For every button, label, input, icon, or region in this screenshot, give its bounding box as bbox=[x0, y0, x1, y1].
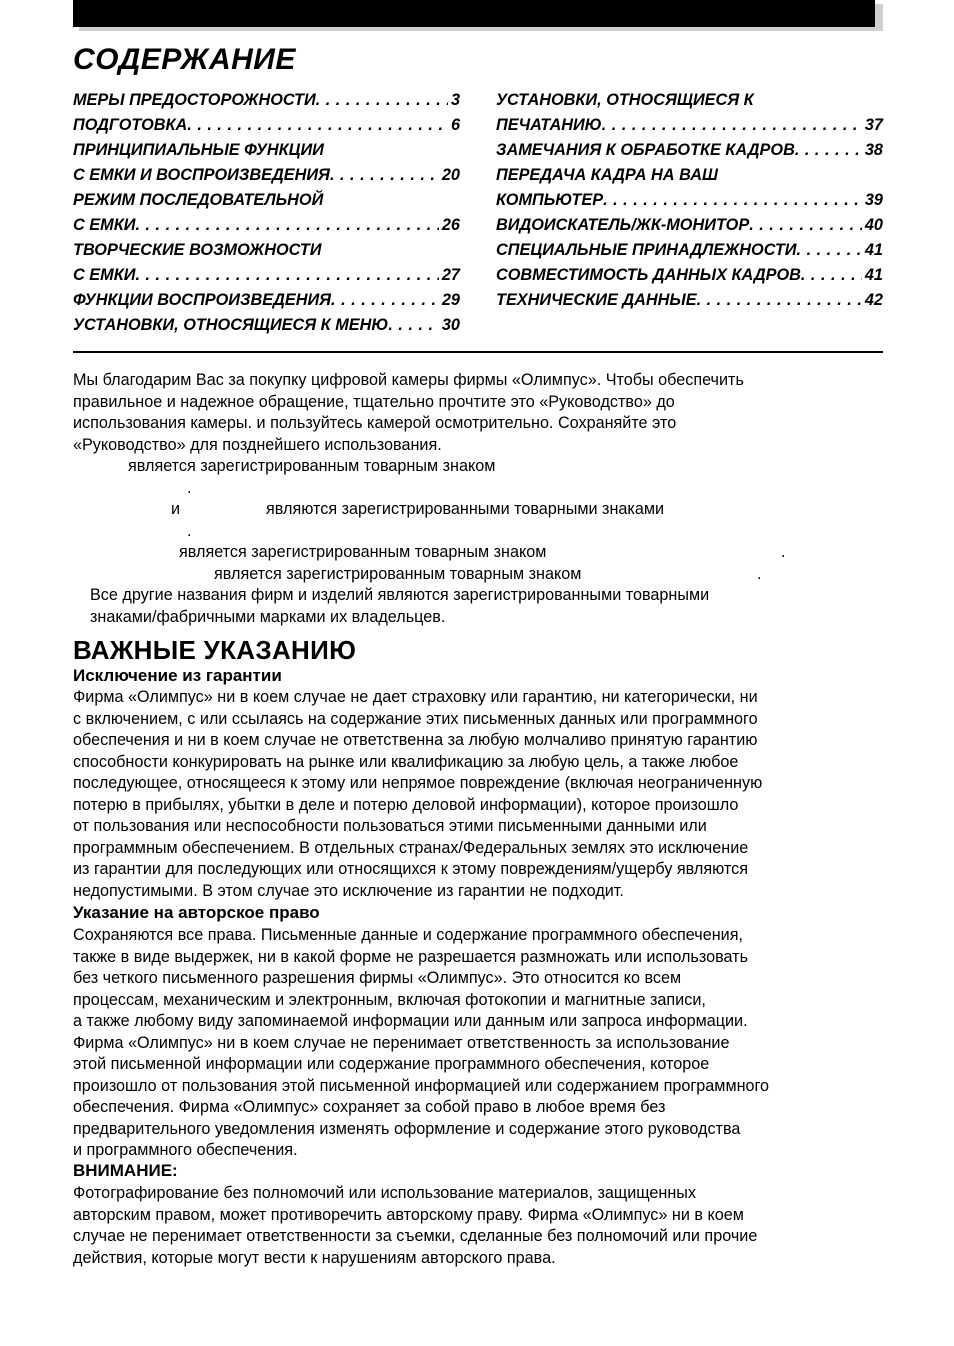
warning-paragraph: Фотографирование без полномочий или использование материалов, защищенных авторским правом, может противоречить авторскому праву. Фирма «Олимпус» ни в коем случае не перенимает ответственности за съемки, сделанные без полномочий или прочие действия, которые могут вести к нарушениям авторского права. bbox=[73, 1184, 758, 1267]
toc-entry[interactable]: С ЕМКИ И ВОСПРОИЗВЕДЕНИЯ . . . 20 bbox=[73, 163, 460, 188]
intro-paragraph: Мы благодарим Вас за покупку цифровой камеры фирмы «Олимпус». Чтобы обеспечить правильное и надежное обращение, тщательно прочтите это «Руководство» до использования камеры. и пользуйтесь камерой осмотрительно. Сохраняйте это «Руководство» для позднейшего использования. bbox=[73, 371, 744, 454]
toc-entry: ПРИНЦИПИАЛЬНЫЕ ФУНКЦИИ bbox=[73, 141, 324, 159]
trademark-line-2: являются зарегистрированными товарными знаками bbox=[266, 500, 664, 518]
trademark-line-1-end: . bbox=[187, 479, 192, 497]
toc-entry[interactable]: С ЕМКИ . . . 27 bbox=[73, 263, 460, 288]
important-notes-title: ВАЖНЫЕ УКАЗАНИЮ bbox=[73, 635, 357, 665]
trademark-line-3: является зарегистрированным товарным знаком bbox=[179, 543, 547, 561]
toc-left-column bbox=[73, 88, 460, 338]
toc-entry[interactable]: ВИДОИСКАТЕЛЬ/ЖК-МОНИТОР . . . 40 bbox=[496, 213, 883, 238]
toc-entry[interactable]: С ЕМКИ . . . 26 bbox=[73, 213, 460, 238]
trademark-line-4: является зарегистрированным товарным знаком bbox=[214, 565, 582, 583]
toc-entry[interactable]: МЕРЫ ПРЕДОСТОРОЖНОСТИ . . . 3 bbox=[73, 88, 460, 113]
toc-entry[interactable]: СПЕЦИАЛЬНЫЕ ПРИНАДЛЕЖНОСТИ . . . 41 bbox=[496, 238, 883, 263]
toc-entry: ПЕРЕДАЧА КАДРА НА ВАШ bbox=[496, 166, 718, 184]
warranty-heading: Исключение из гарантии bbox=[73, 666, 282, 685]
toc-entry[interactable]: ФУНКЦИИ ВОСПРОИЗВЕДЕНИЯ . . . 29 bbox=[73, 288, 460, 313]
copyright-paragraph: Сохраняются все права. Письменные данные и содержание программного обеспечения, также в виде выдержек, ни в какой форме не разрешается размножать или использовать без четкого письменного разрешения фирмы «Олимпус». Это относится ко всем процессам, механическим и электронным, включая фотокопии и магнитные записи, а также любому виду запоминаемой информации или данным или запроса информации. Фирма «Олимпус» ни в коем случае не перенимает ответственность за использование этой письменной информации или содержание программного обеспечения, которое произошло от пользования этой письменной информацией или содержанием программного обеспечения. Фирма «Олимпус» сохраняет за собой право в любое время без предварительного уведомления изменять оформление и содержание этого руководства и программного обеспечения. bbox=[73, 926, 770, 1159]
trademark-line-1: является зарегистрированным товарным знаком bbox=[128, 457, 496, 475]
trademark-line-3-end: . bbox=[781, 543, 786, 561]
trademark-line-2-end: . bbox=[187, 522, 192, 540]
warning-heading: ВНИМАНИЕ: bbox=[73, 1161, 178, 1180]
toc-entry[interactable]: КОМПЬЮТЕР . . . 39 bbox=[496, 188, 883, 213]
trademark-other-paragraph: Все другие названия фирм и изделий являются зарегистрированными товарными знаками/фабричными марками их владельцев. bbox=[90, 586, 710, 626]
toc-entry[interactable]: ЗАМЕЧАНИЯ К ОБРАБОТКЕ КАДРОВ . . . 38 bbox=[496, 138, 883, 163]
toc-entry: ТВОРЧЕСКИЕ ВОЗМОЖНОСТИ bbox=[73, 241, 322, 259]
warranty-paragraph: Фирма «Олимпус» ни в коем случае не дает страховку или гарантию, ни категорически, ни с включением, с или ссылаясь на содержание этих письменных данных или программного обеспечения и ни в коем случае не ответственна за любую молчаливо принятую гарантию способности конкурировать на рынке или квалификацию за любую цель, а также любое последующее, относящееся к этому или непрямое повреждение (включая неограниченную потерю в прибылях, убытки в деле и потерю деловой информации), которое произошло от пользования или неспособности пользоваться этими письменными данными или программным обеспечением. В отдельных странах/Федеральных землях это исключение из гарантии для последующих или относящихся к этому повреждениям/ущербу являются недопустимыми. В этом случае это исключение из гарантии не подходит. bbox=[73, 688, 763, 900]
toc-entry[interactable]: ПОДГОТОВКА . . . 6 bbox=[73, 113, 460, 138]
toc-entry: РЕЖИМ ПОСЛЕДОВАТЕЛЬНОЙ bbox=[73, 191, 324, 209]
toc-title: СОДЕРЖАНИЕ bbox=[73, 43, 296, 76]
trademark-line-4-end: . bbox=[757, 565, 762, 583]
section-divider bbox=[73, 351, 883, 353]
copyright-heading: Указание на авторское право bbox=[73, 903, 320, 922]
toc-entry[interactable]: СОВМЕСТИМОСТЬ ДАННЫХ КАДРОВ . . . 41 bbox=[496, 263, 883, 288]
toc-entry[interactable]: УСТАНОВКИ, ОТНОСЯЩИЕСЯ К МЕНЮ . . . 30 bbox=[73, 313, 460, 338]
toc-right-column bbox=[496, 88, 883, 313]
trademark-line-2-and: и bbox=[171, 500, 181, 518]
header-bar bbox=[73, 0, 875, 27]
toc-entry: УСТАНОВКИ, ОТНОСЯЩИЕСЯ К bbox=[496, 91, 754, 109]
toc-entry[interactable]: ПЕЧАТАНИЮ . . . 37 bbox=[496, 113, 883, 138]
toc-entry[interactable]: ТЕХНИЧЕСКИЕ ДАННЫЕ . . . 42 bbox=[496, 288, 883, 313]
